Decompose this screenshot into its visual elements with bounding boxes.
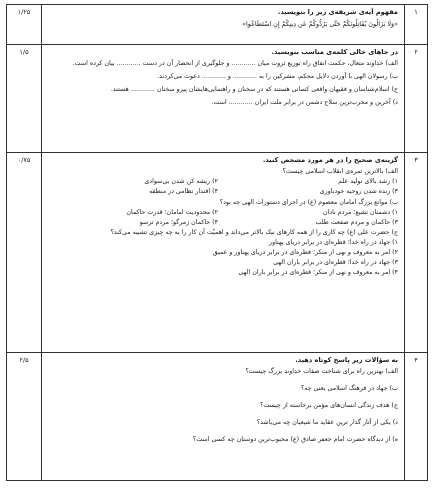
question-title: مفهوم آیه‌ی شریفه‌ی زیر را بنویسید. (277, 8, 398, 16)
short-answer-b: ب) جهاد در فرهنگ اسلامی یعنی چه؟ (300, 385, 398, 393)
score-cell: ۲/۵ (7, 353, 42, 481)
question-row-4 (7, 353, 428, 481)
option[interactable]: ۲) محدودیت امامان؛ قدرت حاکمان (126, 208, 218, 216)
option[interactable]: ۳) حاکمان و مردم صفعت طلب (315, 218, 398, 226)
short-answer-a: الف) بهترین راه برای شناخت صفات خداوند بزرگ چیست؟ (245, 368, 398, 376)
fill-blank-b: ب) رسولان الهی با آوردن دلایل محکم، مشرکین را به ............ و ............ دعوت می‌کردند. (157, 73, 398, 81)
question-number: ۳ (405, 153, 428, 353)
question-number: ۴ (405, 353, 428, 481)
option[interactable]: ۴) حاکمان زمرگو؛ مردم ترسو (139, 218, 218, 226)
question-title: گزینه‌ی صحیح را در هر مورد مشخص کنید. (262, 156, 398, 164)
fill-blank-c: ج) اسلام‌شناسان و فقیهان واقعی کسانی هستند که در سخنان و راهنمایی‌هایشان پیرو سخنان ............ هستند. (110, 85, 398, 93)
short-answer-d: د) یکی از آثار گذار ترین عقاید ما شیعیان چه می‌باشد؟ (256, 418, 398, 426)
option[interactable]: ۲) امر به معروف و نهی از منکر؛ قطره‌ای در برابر دریای پهناور و عمیق (212, 249, 398, 257)
question-row-2 (7, 45, 428, 153)
fill-blank-d: د) آخرین و مخرب‌ترین سلاح دشمن در برابر ملت ایران ............ است. (211, 98, 398, 106)
score-cell: ۰/۷۵ (7, 153, 42, 353)
option[interactable]: ۱) رشد بالای تولید علم (338, 178, 398, 186)
question-title: به سؤالات زیر پاسخ کوتاه دهید. (295, 356, 398, 364)
option[interactable]: ۴) امر به معروف و نهی از منکر؛ قطره‌ای در برابر باران الهی (238, 268, 398, 276)
question-title: در جاهای خالی کلمه‌ی مناسب بنویسید. (271, 48, 398, 56)
mc-options-a (48, 178, 398, 196)
mc-question-b: ب) موانع بزرگ امامان معصوم (ع) در اجرای دستورات الهی چه بود؟ (219, 198, 398, 206)
short-answer-e: ه) از دیدگاه حضرت امام جعفر صادق (ع) محبوب‌ترین دوستان چه کسی است؟ (192, 435, 398, 443)
score-cell: ۱/۵ (7, 45, 42, 153)
mc-options-c (48, 239, 398, 276)
mc-options-b (48, 209, 398, 227)
question-cell (42, 153, 405, 353)
question-number: ۲ (405, 45, 428, 153)
option[interactable]: ۴) اقتدار نظامی در منطقه (149, 187, 218, 195)
option[interactable]: ۳) زنده شدن روحیه خودباوری (319, 187, 398, 195)
exam-table (6, 4, 428, 481)
question-cell (42, 45, 405, 153)
score-cell: ۱/۲۵ (7, 5, 42, 45)
question-row-3 (7, 153, 428, 353)
short-answer-c: ج) هدف زندگی انسان‌های مؤمن برخاسته از چیست؟ (260, 401, 398, 409)
mc-question-a: الف) بالاترین ثمره‌ی انقلاب اسلامی چیست؟ (282, 168, 398, 176)
option[interactable]: ۱) دشمنان تشیع؛ مردم نادان (322, 208, 398, 216)
question-cell (42, 5, 405, 45)
option[interactable]: ۱) جهاد در راه خدا؛ قطره‌ای در برابر دریای پهناور (269, 239, 398, 247)
option[interactable]: ۲) ریشه کن شدن بی‌سوادی (144, 178, 218, 186)
verse-text: «وَلَا يَزَالُونَ يُقَاتِلُونَكُمْ حَتَّى يَرُدُّوكُمْ عَن دِينِكُمْ إِنِ اسْتَطَاعُوا» (242, 20, 398, 29)
question-cell (42, 353, 405, 481)
fill-blank-a: الف) خداوند متعال، حکمت اتفاق راه توزیع ثروت میان ............ و جلوگیری از انحصار آن در دست ............ بیان کرده است. (72, 60, 398, 68)
option[interactable]: ۳) جهاد در راه خدا؛ قطره‌ای در برابر باران الهی (273, 258, 398, 266)
question-row-1 (7, 5, 428, 45)
question-number: ۱ (405, 5, 428, 45)
mc-question-c: ج) حضرت علی (ع) چه کاری را از همه کارهای نیک بالاتر می‌داند و اهمیّت آن کار را به چه چیزی تشبیه می‌کند؟ (110, 229, 398, 237)
